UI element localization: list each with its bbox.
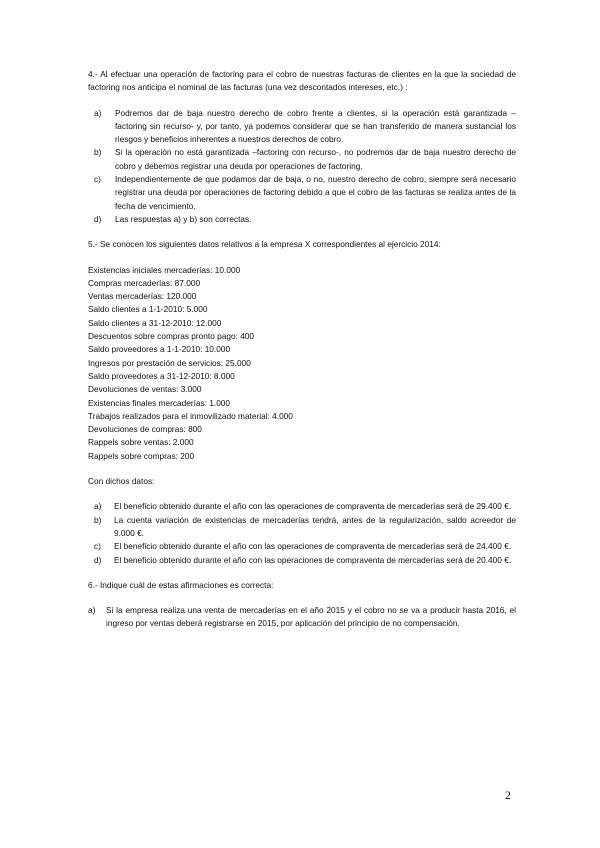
- option-letter: a): [88, 605, 96, 616]
- question-6-options: [88, 604, 516, 631]
- data-item: Devoluciones de compras: 800: [88, 424, 202, 435]
- option-c: [88, 173, 516, 213]
- data-item: Descuentos sobre compras pronto pago: 400: [88, 331, 255, 342]
- data-item: Saldo clientes a 1-1-2010: 5.000: [88, 304, 208, 315]
- question-5-intro: Con dichos datos:: [88, 476, 155, 487]
- option-letter: d): [94, 554, 102, 565]
- data-item: Devoluciones de ventas: 3.000: [88, 384, 202, 395]
- data-item: Ventas mercaderías: 120.000: [88, 291, 197, 302]
- option-letter: d): [94, 213, 102, 224]
- option-letter: c): [94, 174, 101, 185]
- option-text: Podremos dar de baja nuestro derecho de cobro frente a clientes, si la operación está garantizada – factoring sin recurso- y, por tanto, ya podemos considerar que se han transferido de manera sustancial los riesgos y beneficios inherentes a nuestros derechos de cobro.: [115, 107, 516, 145]
- option-a: [88, 500, 516, 513]
- data-item: Ingresos por prestación de servicios: 25.000: [88, 357, 251, 368]
- option-text: Si la operación no está garantizada –factoring con recurso-, no podremos dar de baja nuestro derecho de cobro y debemos registrar una deuda por operaciones de factoring.: [115, 147, 516, 171]
- option-d: [88, 554, 516, 567]
- option-c: [88, 540, 516, 553]
- option-text: Las respuestas a) y b) son correctas.: [115, 213, 252, 224]
- option-b: [88, 146, 516, 173]
- question-5-text: 5.- Se conocen los siguientes datos relativos a la empresa X correspondientes al ejercicio 2014:: [88, 239, 441, 250]
- option-text: Si la empresa realiza una venta de mercaderías en el año 2015 y el cobro no se va a producir hasta 2016, el ingreso por ventas deberá registrarse en 2015, por aplicación del principio de no compensación.: [106, 605, 516, 629]
- option-letter: b): [94, 147, 102, 158]
- option-letter: a): [94, 107, 102, 118]
- option-letter: b): [94, 514, 102, 525]
- page-content: [88, 68, 516, 631]
- data-item: Saldo clientes a 31-12-2010: 12.000: [88, 317, 222, 328]
- option-a: [88, 107, 516, 147]
- question-4-text: 4.- Al efectuar una operación de factoring para el cobro de nuestras facturas de clientes en la que la sociedad de factoring nos anticipa el nominal de las facturas (una vez descontados intereses, etc.) :: [88, 69, 516, 93]
- question-4-options: [88, 107, 516, 227]
- question-5-options: [88, 500, 516, 566]
- option-d: [88, 213, 516, 226]
- option-b: [88, 514, 516, 541]
- data-item: Saldo proveedores a 31-12-2010: 8.000: [88, 370, 235, 381]
- data-item: Trabajos realizados para el inmovilizado material: 4.000: [88, 410, 293, 421]
- option-text: El beneficio obtenido durante el año con las operaciones de compraventa de mercaderías será de 24.400 €.: [114, 541, 512, 552]
- data-item: Rappels sobre ventas: 2.000: [88, 437, 194, 448]
- option-text: El beneficio obtenido durante el año con las operaciones de compraventa de mercaderías será de 29.400 €.: [114, 501, 512, 512]
- data-item: Compras mercaderías: 87.000: [88, 277, 201, 288]
- option-letter: a): [94, 501, 102, 512]
- option-a: [88, 604, 516, 631]
- data-item: Existencias finales mercaderías: 1.000: [88, 397, 231, 408]
- data-item: Existencias iniciales mercaderías: 10.000: [88, 264, 241, 275]
- option-text: Independientemente de que podamos dar de baja, o no, nuestro derecho de cobro, siempre será necesario registrar una deuda por operaciones de factoring debido a que el cobro de las facturas se realiza antes de la fecha de vencimiento.: [115, 174, 516, 211]
- question-6-text: 6.- Indique cuál de estas afirmaciones es correcta:: [88, 579, 274, 590]
- option-text: La cuenta variación de existencias de mercaderías tendrá, antes de la regularización, saldo acreedor de 9.000 €.: [114, 514, 516, 538]
- data-item: Saldo proveedores a 1-1-2010: 10.000: [88, 344, 231, 355]
- data-item: Rappels sobre compras: 200: [88, 450, 195, 461]
- option-letter: c): [94, 541, 101, 552]
- page-number: 2: [505, 788, 511, 802]
- option-text: El beneficio obtenido durante el año con las operaciones de compraventa de mercaderías será de 20.400 €.: [114, 554, 512, 565]
- question-5-data-list: [88, 264, 516, 463]
